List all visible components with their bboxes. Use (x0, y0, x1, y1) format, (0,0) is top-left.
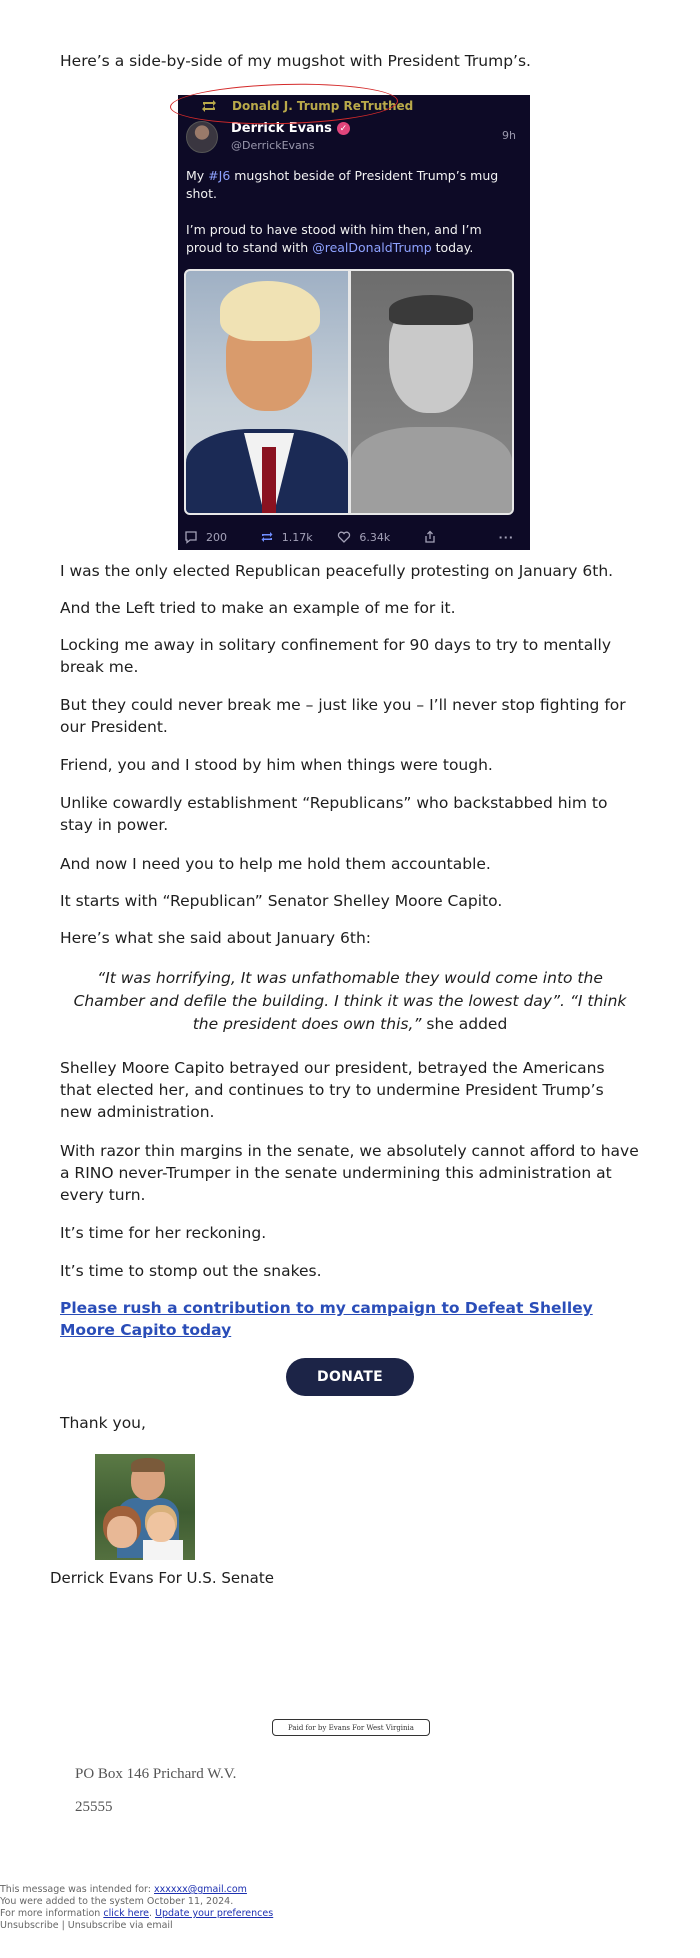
donate-button[interactable]: DONATE (286, 1358, 414, 1396)
paragraph: With razor thin margins in the senate, we absolutely cannot afford to have a RINO never-Trumper in the senate undermining this administration at every turn. (60, 1142, 639, 1204)
update-preferences-link[interactable]: Update your preferences (155, 1908, 274, 1919)
mention-link[interactable]: @realDonaldTrump (312, 240, 432, 255)
tweet-actions (184, 530, 524, 544)
paragraph: It starts with “Republican” Senator Shelley Moore Capito. (60, 892, 503, 910)
retruth-action[interactable]: 1.17k (260, 530, 338, 544)
tweet-images[interactable] (184, 269, 514, 515)
reply-action[interactable]: 200 (184, 530, 260, 544)
signature-name: Derrick Evans For U.S. Senate (50, 1569, 274, 1587)
author-name: Derrick Evans (231, 121, 332, 136)
heart-icon (337, 530, 351, 544)
unsubscribe-links[interactable]: Unsubscribe | Unsubscribe via email (0, 1920, 173, 1931)
contribution-link[interactable]: Please rush a contribution to my campaign to Defeat Shelley Moore Capito today (60, 1299, 593, 1339)
share-action[interactable] (423, 530, 499, 544)
paragraph: It’s time to stomp out the snakes. (60, 1262, 322, 1280)
post-time: 9h (502, 129, 516, 142)
footer-added: You were added to the system October 11, 2024. (0, 1896, 234, 1907)
tweet-card[interactable] (178, 95, 530, 550)
email-footer (0, 1884, 273, 1932)
paragraph: Here’s what she said about January 6th: (60, 929, 372, 947)
paragraph: It’s time for her reckoning. (60, 1224, 267, 1242)
author-handle[interactable]: @DerrickEvans (231, 139, 315, 152)
share-icon (423, 530, 437, 544)
paragraph: Locking me away in solitary confinement for 90 days to try to mentally break me. (60, 636, 612, 676)
paragraph: I was the only elected Republican peacefully protesting on January 6th. (60, 562, 614, 580)
mugshot-image-left[interactable] (186, 271, 348, 513)
intro-text: Here’s a side-by-side of my mugshot with President Trump’s. (60, 52, 531, 70)
tweet-text: My #J6 mugshot beside of President Trump’s mug shot. I’m proud to have stood with him then, and I’m proud to stand with @realDonaldTrump today. (186, 168, 499, 255)
recipient-email-link[interactable]: xxxxxx@gmail.com (154, 1884, 247, 1895)
paid-for-disclaimer: Paid for by Evans For West Virginia (272, 1719, 430, 1736)
click-here-link[interactable]: click here (103, 1908, 149, 1919)
paragraph: And now I need you to help me hold them accountable. (60, 855, 491, 873)
paragraph: And the Left tried to make an example of me for it. (60, 599, 456, 617)
capito-quote: “It was horrifying, It was unfathomable they would come into the Chamber and defile the building. I think it was the lowest day”. “I think the president does own this,” she added (73, 969, 627, 1033)
family-photo (95, 1454, 195, 1560)
footer-intended: This message was intended for: xxxxxx@gmail.com (0, 1884, 247, 1895)
hashtag-link[interactable]: #J6 (208, 168, 231, 183)
verified-icon: ✓ (337, 122, 350, 135)
author-avatar[interactable] (186, 121, 218, 153)
retruth-label: Donald J. Trump ReTruthed (232, 99, 414, 113)
paragraph: Friend, you and I stood by him when things were tough. (60, 756, 493, 774)
retruth-action-icon (260, 530, 274, 544)
address-line-2: 25555 (75, 1799, 113, 1815)
more-options-icon[interactable]: ··· (498, 530, 514, 544)
footer-info: For more information click here. Update your preferences (0, 1908, 274, 1919)
reply-icon (184, 530, 198, 544)
paragraph: Shelley Moore Capito betrayed our president, betrayed the Americans that elected her, and continues to try to undermine President Trump’s new administration. (60, 1059, 605, 1121)
signoff-text: Thank you, (60, 1414, 146, 1432)
mugshot-image-right[interactable] (351, 271, 513, 513)
like-action[interactable]: 6.34k (337, 530, 422, 544)
paragraph: Unlike cowardly establishment “Republicans” who backstabbed him to stay in power. (60, 794, 608, 834)
paragraph: But they could never break me – just like you – I’ll never stop fighting for our President. (60, 696, 626, 736)
address-line-1: PO Box 146 Prichard W.V. (75, 1766, 237, 1782)
